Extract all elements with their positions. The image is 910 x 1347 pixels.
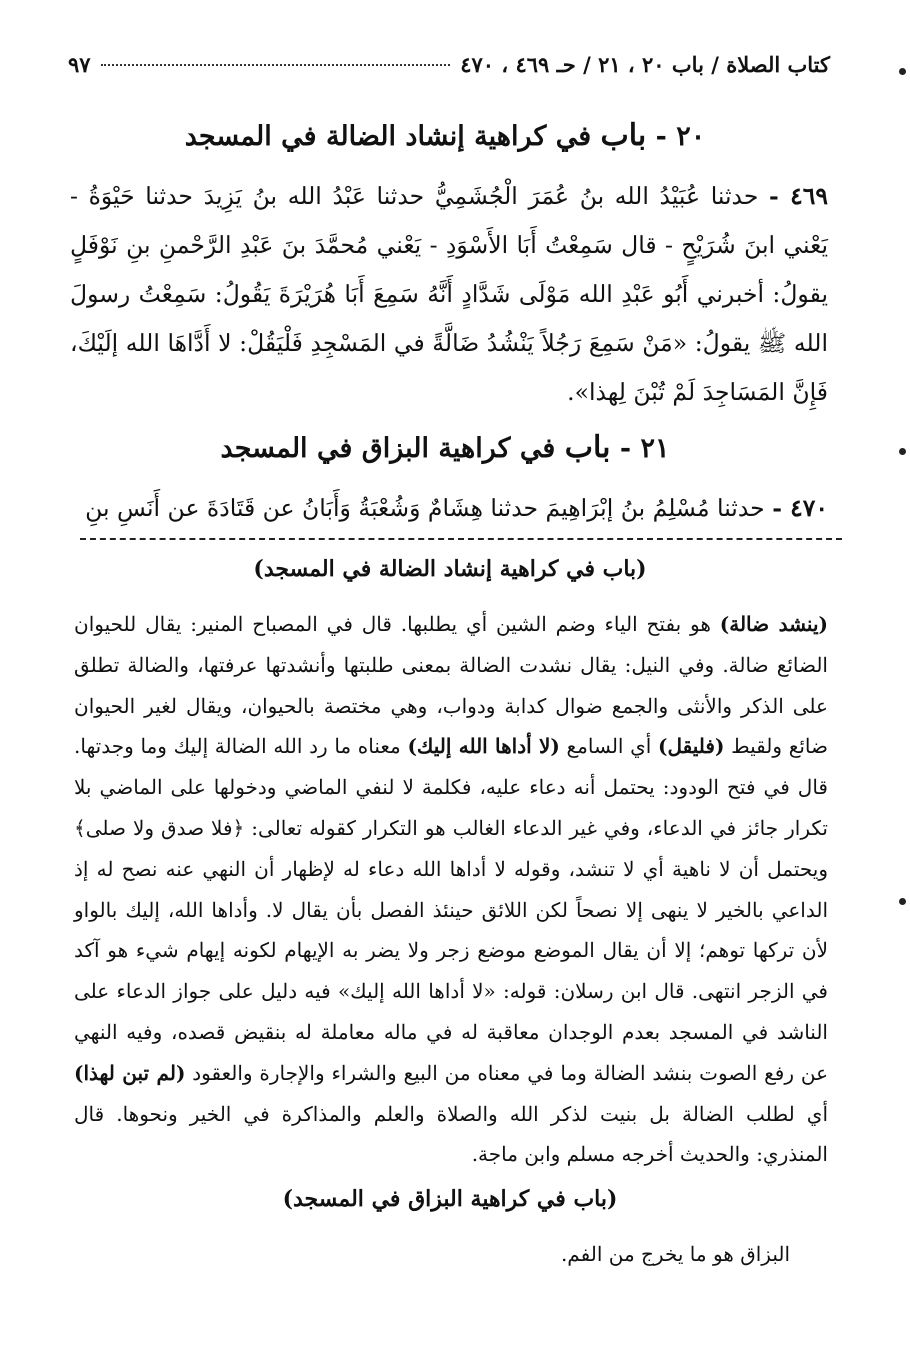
page-number: ٩٧: [68, 52, 91, 77]
commentary-segment-1: هو بفتح الياء وضم الشين أي يطلبها. قال في المصباح المنير: يقال للحيوان الضائع ضالة. وفي النيل: يقال نشدت الضالة بمعنى طلبتها وأنشدتها عرفتها، والضالة تطلق على الذكر والأنثى والجمع ضوال كدابة ودواب، وهي مختصة بالحيوان، ويقال لغير الحيوان ضائع ولقيط: [74, 612, 828, 759]
commentary-segment-2: أي السامع: [559, 734, 659, 759]
commentary-lemma-1: (ينشد ضالة): [719, 612, 828, 636]
margin-mark: [899, 68, 906, 75]
chapter-21-bab-word: باب: [564, 430, 611, 465]
running-header: [68, 52, 830, 77]
header-dot-leader: [101, 63, 451, 66]
chapter-20-heading: [60, 118, 830, 153]
hadith-470-number: ٤٧٠ -: [772, 494, 828, 522]
commentary-lemma-2: (فليقل): [658, 734, 725, 759]
hadith-470: [70, 484, 828, 533]
chapter-20-number: ٢٠ -: [646, 121, 706, 152]
commentary-heading-1: (باب في كراهية إنشاد الضالة في المسجد): [253, 556, 647, 582]
hadith-469: [70, 172, 828, 417]
chapter-20-bab-word: باب: [600, 118, 647, 153]
commentary-lemma-4: (لم تبن لهذا): [74, 1060, 186, 1085]
running-header-title: كتاب الصلاة / باب ٢٠ ، ٢١ / حـ ٤٦٩ ، ٤٧٠: [460, 52, 830, 77]
hadith-470-text: حدثنا مُسْلِمُ بنُ إبْرَاهِيمَ حدثنا هِشَامٌ وَشُعْبَةُ وَأَبَانُ عن قَتَادَةَ عن أَنَسِ بنِ: [85, 494, 773, 522]
commentary-final-line: البزاق هو ما يخرج من الفم.: [560, 1242, 790, 1266]
chapter-20-title: في كراهية إنشاد الضالة في المسجد: [184, 121, 601, 152]
commentary-segment-4: أي لطلب الضالة بل بنيت لذكر الله والصلاة والعلم والمذاكرة في الخير ونحوها. قال المنذري: والحديث أخرجه مسلم وابن ماجة.: [74, 1101, 828, 1167]
margin-mark: [899, 448, 906, 455]
commentary-heading-2: (باب في كراهية البزاق في المسجد): [282, 1186, 618, 1212]
chapter-21-heading: [60, 430, 830, 465]
hadith-469-text: حدثنا عُبَيْدُ الله بنُ عُمَرَ الْجُشَمِيُّ حدثنا عَبْدُ الله بنُ يَزِيدَ حدثنا حَيْوَةُ - يَعْني ابنَ شُرَيْحٍ - قال سَمِعْتُ أَبَا الأَسْوَدِ - يَعْني مُحمَّدَ بنَ عَبْدِ الرَّحْمنِ بنِ نَوْفَلٍ يقولُ: أخبرني أَبُو عَبْدِ الله مَوْلَى شَدَّادٍ أَنَّهُ سَمِعَ أَبَا هُرَيْرَةَ يَقُولُ: سَمِعْتُ رسولَ الله ﷺ يقولُ: «مَنْ سَمِعَ رَجُلاً يَنْشُدُ ضَالَّةً في المَسْجِدِ فَلْيَقُلْ: لا أَدَّاهَا الله إلَيْكَ، فَإِنَّ المَسَاجِدَ لَمْ تُبْنَ لِهذا».: [70, 182, 828, 406]
margin-mark: [899, 898, 906, 905]
commentary-lemma-3: (لا أداها الله إليك): [407, 734, 560, 759]
footnote-separator: [80, 538, 842, 540]
chapter-21-number: ٢١ -: [610, 433, 670, 464]
commentary-text: [74, 604, 828, 1175]
chapter-21-title: في كراهية البزاق في المسجد: [220, 433, 565, 464]
hadith-469-number: ٤٦٩ -: [769, 182, 828, 210]
commentary-segment-3: معناه ما رد الله الضالة إليك وما وجدتها. قال في فتح الودود: يحتمل أنه دعاء عليه، فكلمة لا لنفي الماضي ودخولها على الماضي بلا تكرار جائز في الدعاء، وفي غير الدعاء الغالب هو التكرار كقوله تعالى: ﴿فلا صدق ولا صلى﴾ ويحتمل أن لا ناهية أي لا تنشد، وقوله لا أداها الله دعاء له لإظهار أن النهي عنه نصح له إذ الداعي بالخير لا ينهى إلا نصحاً لكن اللائق حينئذ الفصل بأن يقال لا. وأداها الله، إليك بالواو لأن تركها توهم؛ إلا أن يقال الموضع موضع زجر ولا يضر به الإيهام لكونه إيهام شيء هو آكد في الزجر انتهى. قال ابن رسلان: قوله: «لا أداها الله إليك» فيه دليل على جواز الدعاء على الناشد في المسجد بعدم الوجدان معاقبة له في ماله معاملة له بنقيض قصده، وفيه النهي عن رفع الصوت بنشد الضالة وما في معناه من البيع والشراء والإجارة والعقود: [74, 734, 829, 1085]
